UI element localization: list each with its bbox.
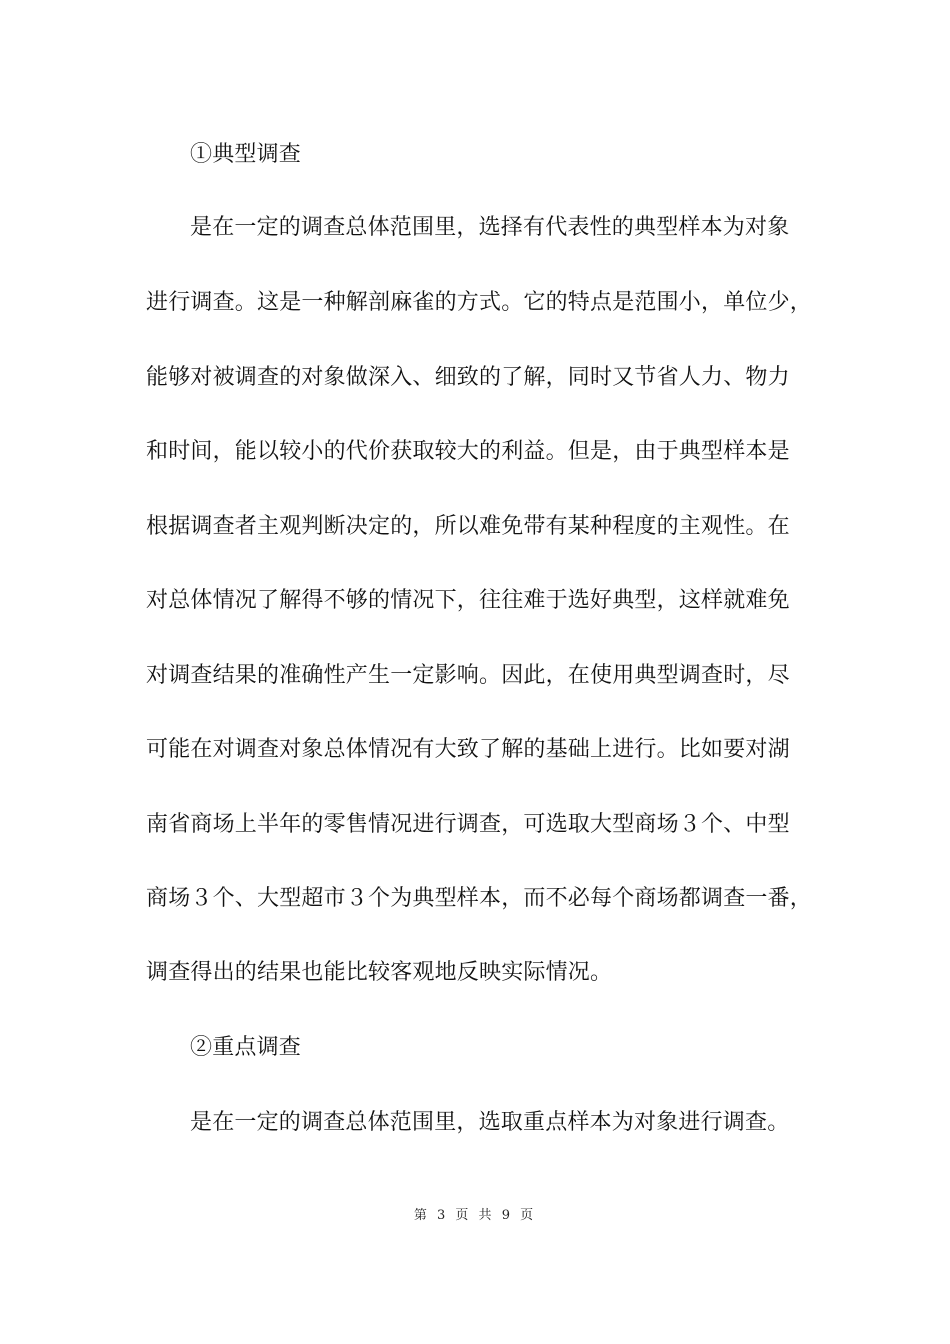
paragraph-line: 是在一定的调查总体范围里，选择有代表性的典型样本为对象 [190,215,790,240]
paragraph-line: 对总体情况了解得不够的情况下，往往难于选好典型，这样就难免 [146,588,790,613]
paragraph-line: 可能在对调查对象总体情况有大致了解的基础上进行。比如要对湖 [146,737,790,762]
paragraph-line: 和时间，能以较小的代价获取较大的利益。但是，由于典型样本是 [146,439,790,464]
section-heading-typical-survey: ①典型调查 [190,142,302,167]
page-number-footer: 第 3 页 共 9 页 [413,1208,537,1223]
paragraph-line: 商场３个、大型超市３个为典型样本，而不必每个商场都调查一番， [146,886,813,911]
paragraph-line: 根据调查者主观判断决定的，所以难免带有某种程度的主观性。在 [146,514,790,539]
paragraph-line: 南省商场上半年的零售情况进行调查，可选取大型商场３个、中型 [146,812,790,837]
paragraph-line: 能够对被调查的对象做深入、细致的了解，同时又节省人力、物力 [146,365,790,390]
paragraph-line: 对调查结果的准确性产生一定影响。因此，在使用典型调查时，尽 [146,663,790,688]
section-heading-key-survey: ②重点调查 [190,1035,302,1060]
paragraph-line: 进行调查。这是一种解剖麻雀的方式。它的特点是范围小，单位少， [146,290,813,315]
paragraph-line: 调查得出的结果也能比较客观地反映实际情况。 [146,960,613,985]
paragraph-line: 是在一定的调查总体范围里，选取重点样本为对象进行调查。 [190,1110,790,1135]
